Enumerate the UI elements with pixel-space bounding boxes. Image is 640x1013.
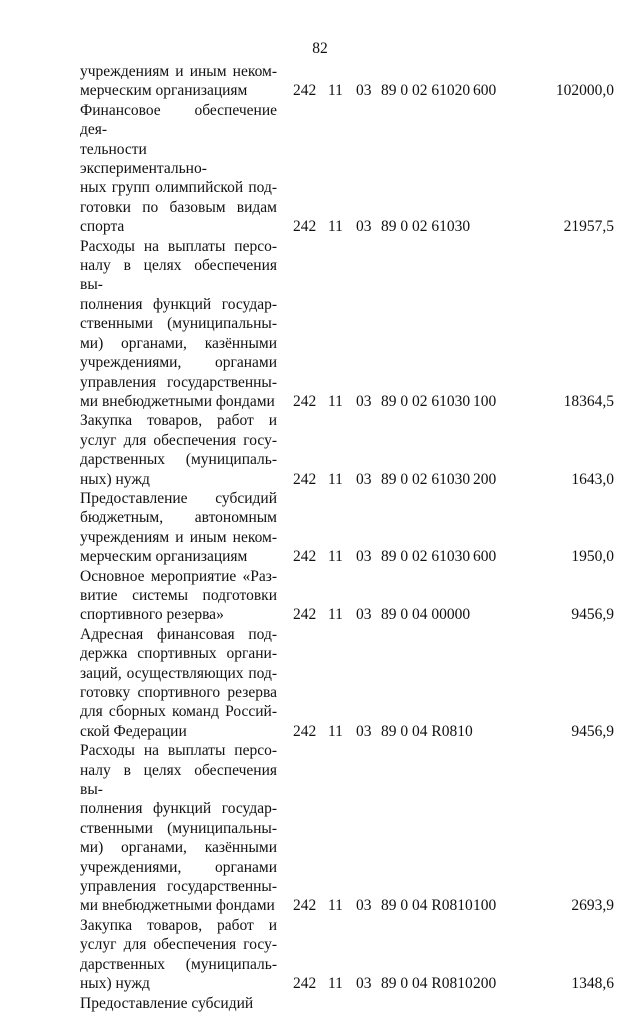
row-name-line: учреждениями, органами <box>80 354 277 372</box>
grbs-code: 242 <box>293 722 317 740</box>
expense-type-code: 100 <box>473 392 497 410</box>
row-name-line: услуг для обеспечения госу- <box>80 936 277 954</box>
table-row <box>0 994 640 1013</box>
target-article-code: 89 0 02 61030 <box>381 392 471 410</box>
row-name-line: держка спортивных органи- <box>80 645 277 663</box>
row-name-line: Адресная финансовая под- <box>80 625 277 643</box>
table-row <box>0 101 640 237</box>
target-article-code: 89 0 02 61030 <box>381 470 471 488</box>
row-codes <box>0 605 640 624</box>
amount: 1348,6 <box>571 975 614 993</box>
row-name-line: Расходы на выплаты персо- <box>80 742 277 760</box>
row-name-line: ных) нужд <box>80 470 150 488</box>
row-name-line: Расходы на выплаты персо- <box>80 237 277 255</box>
amount: 1643,0 <box>571 470 614 488</box>
row-codes <box>0 470 640 489</box>
row-name-line: управления государственны- <box>80 878 277 896</box>
table-row <box>0 489 640 567</box>
amount: 102000,0 <box>555 82 614 100</box>
table-row <box>0 62 640 101</box>
grbs-code: 242 <box>293 897 317 915</box>
row-codes <box>0 974 640 993</box>
subsection-code: 03 <box>356 722 372 740</box>
row-codes <box>0 217 640 236</box>
row-name-line: Основное мероприятие «Раз- <box>80 567 277 585</box>
row-name <box>80 741 277 916</box>
row-name-line: ственными (муниципальны- <box>80 315 277 333</box>
subsection-code: 03 <box>356 218 372 236</box>
table-row <box>0 916 640 994</box>
grbs-code: 242 <box>293 82 317 100</box>
row-name-line: спортивного резерва» <box>80 606 224 624</box>
amount: 9456,9 <box>571 606 614 624</box>
target-article-code: 89 0 04 R0810 <box>381 722 473 740</box>
row-name-line: ми) органами, казёнными <box>80 839 277 857</box>
row-name-line: бюджетным, автономным <box>80 509 277 527</box>
row-name-line: готовки по базовым видам <box>80 198 277 216</box>
row-name-line: ми внебюджетными фондами <box>80 897 275 915</box>
row-name <box>80 237 277 412</box>
row-name-line: ных) нужд <box>80 975 150 993</box>
table-row <box>0 741 640 916</box>
expense-type-code: 600 <box>473 548 497 566</box>
row-name-line: Закупка товаров, работ и <box>80 412 277 430</box>
target-article-code: 89 0 02 61030 <box>381 548 471 566</box>
row-name-line: полнения функций государ- <box>80 800 277 818</box>
row-name-line: дарственных (муниципаль- <box>80 955 277 973</box>
table-row <box>0 625 640 741</box>
row-name-line: заций, осуществляющих под- <box>80 664 277 682</box>
grbs-code: 242 <box>293 606 317 624</box>
target-article-code: 89 0 02 61030 <box>381 218 471 236</box>
row-codes <box>0 994 640 1013</box>
subsection-code: 03 <box>356 975 372 993</box>
row-name-line: готовку спортивного резерва <box>80 684 277 701</box>
section-code: 11 <box>328 722 343 740</box>
row-name-line: Предоставление субсидий <box>80 994 254 1012</box>
subsection-code: 03 <box>356 82 372 100</box>
amount: 1950,0 <box>571 548 614 566</box>
row-name-line: для сборных команд Россий- <box>80 703 277 721</box>
amount: 9456,9 <box>571 722 614 740</box>
row-name-line: ской Федерации <box>80 722 187 740</box>
subsection-code: 03 <box>356 897 372 915</box>
grbs-code: 242 <box>293 218 317 236</box>
subsection-code: 03 <box>356 470 372 488</box>
row-name-line: управления государственны- <box>80 373 277 391</box>
row-codes <box>0 722 640 741</box>
expense-type-code: 100 <box>473 897 497 915</box>
section-code: 11 <box>328 392 343 410</box>
subsection-code: 03 <box>356 606 372 624</box>
target-article-code: 89 0 04 00000 <box>381 606 471 624</box>
section-code: 11 <box>328 897 343 915</box>
row-name-line: учреждениями, органами <box>80 858 277 876</box>
row-name-line: ных групп олимпийской под- <box>80 179 277 197</box>
section-code: 11 <box>328 218 343 236</box>
row-name-line: ми) органами, казёнными <box>80 334 277 352</box>
row-name-line: Предоставление субсидий <box>80 489 277 507</box>
row-name-line: ственными (муниципальны- <box>80 819 277 837</box>
table-row <box>0 411 640 489</box>
table-row <box>0 567 640 625</box>
table-row <box>0 237 640 412</box>
target-article-code: 89 0 04 R0810 <box>381 975 473 993</box>
grbs-code: 242 <box>293 548 317 566</box>
row-codes <box>0 896 640 915</box>
grbs-code: 242 <box>293 470 317 488</box>
row-codes <box>0 547 640 566</box>
section-code: 11 <box>328 470 343 488</box>
section-code: 11 <box>328 548 343 566</box>
row-name-line: учреждениям и иным неком- <box>80 528 277 546</box>
target-article-code: 89 0 02 61020 <box>381 82 471 100</box>
row-name-line: мерческим организациям <box>80 548 248 566</box>
budget-table <box>0 62 640 1013</box>
row-name-line: Финансовое обеспечение дея- <box>80 101 277 139</box>
page-number: 82 <box>312 40 328 57</box>
amount: 2693,9 <box>571 897 614 915</box>
subsection-code: 03 <box>356 548 372 566</box>
row-name-line: дарственных (муниципаль- <box>80 451 277 469</box>
section-code: 11 <box>328 975 343 993</box>
row-name-line: Закупка товаров, работ и <box>80 916 277 934</box>
expense-type-code: 200 <box>473 975 497 993</box>
row-name-line: налу в целях обеспечения вы- <box>80 761 277 799</box>
row-codes <box>0 81 640 100</box>
target-article-code: 89 0 04 R0810 <box>381 897 473 915</box>
grbs-code: 242 <box>293 975 317 993</box>
row-name-line: полнения функций государ- <box>80 295 277 313</box>
section-code: 11 <box>328 82 343 100</box>
row-name-line: витие системы подготовки <box>80 586 277 604</box>
expense-type-code: 200 <box>473 470 497 488</box>
row-name-line: мерческим организациям <box>80 82 248 100</box>
amount: 21957,5 <box>563 218 614 236</box>
row-name-line: налу в целях обеспечения вы- <box>80 257 277 294</box>
row-name-line: тельности экспериментально- <box>80 140 207 178</box>
row-name-line: услуг для обеспечения госу- <box>80 431 277 449</box>
expense-type-code: 600 <box>473 82 497 100</box>
grbs-code: 242 <box>293 392 317 410</box>
row-codes <box>0 392 640 411</box>
section-code: 11 <box>328 606 343 624</box>
amount: 18364,5 <box>563 392 614 410</box>
row-name <box>80 101 277 237</box>
subsection-code: 03 <box>356 392 372 410</box>
row-name-line: ми внебюджетными фондами <box>80 392 275 410</box>
row-name-line: учреждениям и иным неком- <box>80 63 277 80</box>
row-name-line: спорта <box>80 218 125 236</box>
